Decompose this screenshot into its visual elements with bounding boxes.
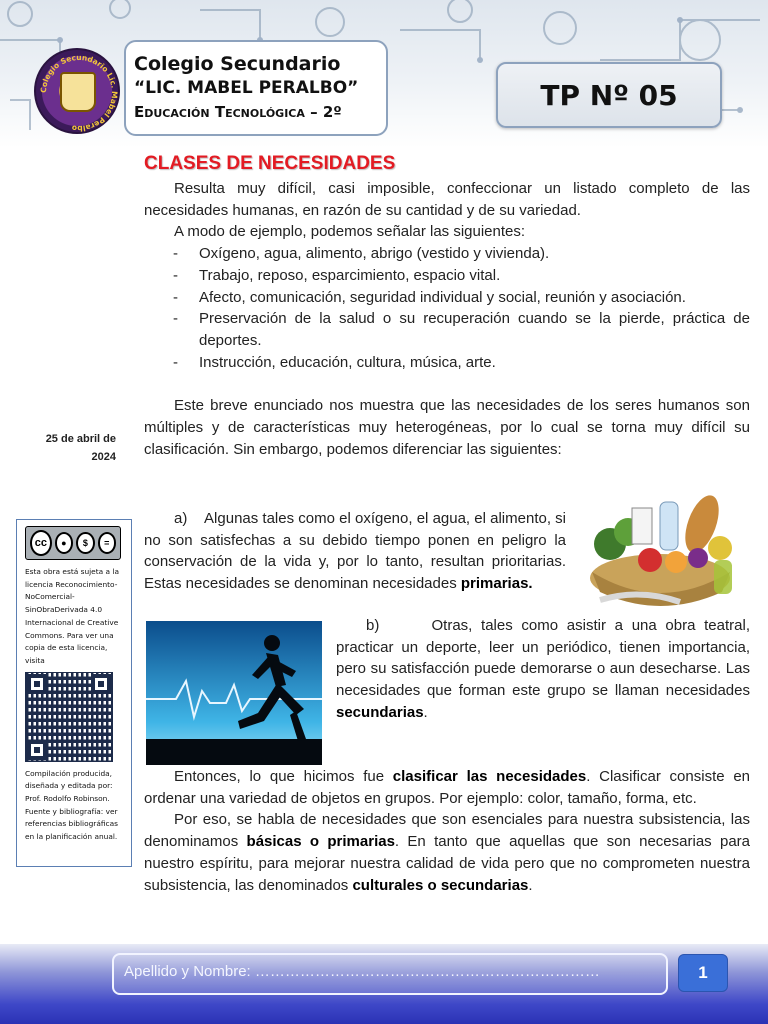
list-item: - Oxígeno, agua, alimento, abrigo (vestido y vivienda). (173, 243, 750, 265)
keyword-secundarias: secundarias (336, 703, 424, 721)
school-subtitle: “LIC. MABEL PERALBO” (134, 78, 359, 98)
student-name-field[interactable]: Apellido y Nombre: …………………………………………………………… (112, 953, 668, 995)
license-box (16, 519, 132, 867)
classification-paragraph: Este breve enunciado nos muestra que las necesidades de los seres humanos son múltiples y de características muy heterogéneas, por lo cual se torna muy difícil su clasificación. Sin embargo, podemos diferenciar las siguientes: (144, 397, 750, 458)
main-content (144, 150, 750, 460)
paragraph-classify: Entonces, lo que hicimos fue clasificar las necesidades. Clasificar consiste en ordenar una variedad de objetos en grupos. Por ejemplo: color, tamaño, forma, etc. (144, 768, 750, 807)
school-name: Colegio Secundario (134, 53, 341, 75)
license-text: Esta obra está sujeta a la licencia Reconocimiento-NoComercial-SinObraDerivada 4.0 Internacional de Creative Commons. Para ver una copia de esta licencia, visita (25, 567, 119, 665)
list-item: - Instrucción, educación, cultura, música, arte. (173, 352, 750, 374)
example-lead: A modo de ejemplo, podemos señalar las siguientes: (174, 223, 526, 241)
keyword-clasificar: clasificar las necesidades (392, 768, 587, 785)
svg-text:Colegio Secundario Lic. Mabel: Colegio Secundario Lic. Mabel Peralbo (38, 52, 120, 134)
qr-code-icon[interactable] (25, 672, 113, 762)
creative-commons-badge-icon (25, 526, 121, 560)
tp-title: TP Nº 05 (540, 78, 678, 112)
page-header (0, 0, 768, 148)
paragraph-a-text: a) Algunas tales como el oxígeno, el agua, el alimento, si no son satisfechas a su debido tiempo ponen en peligro la conservación de la vida y, por lo tanto, resultan prioritarias. Estas necesidades se denominan necesidades (144, 510, 566, 593)
page-number: 1 (678, 954, 728, 992)
paragraph-b: b) Otras, tales como asistir a una obra teatral, practicar un deporte, leer un periódico, tienen importancia, pero su satisfacción puede demorarse o aun desecharse. Las necesidades que forman este grupo se llaman necesidades secundarias. (336, 617, 750, 721)
paragraph-b-text: b) Otras, tales como asistir a una obra teatral, practicar un deporte, leer un periódico, tienen importancia, pero su satisfacción puede demorarse o aun desecharse. Las necesidades que forman este grupo se llaman necesidades (336, 617, 750, 700)
paragraph-a (144, 508, 566, 595)
school-info-box (124, 40, 388, 136)
intro-paragraph: Resulta muy difícil, casi imposible, confeccionar un listado completo de las necesidades humanas, en razón de su cantidad y de su variedad. (144, 180, 750, 219)
school-logo (34, 48, 120, 134)
cc-icon: cc (30, 530, 52, 556)
conclusion-section (144, 766, 750, 896)
nc-icon: $ (76, 532, 94, 554)
keyword-basicas: básicas o primarias (246, 833, 395, 851)
food-basket-image (580, 488, 750, 614)
subject-area: Educación Tecnológica – 2º (134, 103, 342, 121)
list-item: - Afecto, comunicación, seguridad individual y social, reunión y asociación. (173, 287, 750, 309)
keyword-primarias: primarias. (460, 575, 533, 593)
runner-image (146, 621, 322, 765)
paragraph-basic-cultural: Por eso, se habla de necesidades que son esenciales para nuestra subsistencia, las denominamos básicas o primarias. En tanto que aquellas que son necesarias para nuestro espíritu, para mejorar nuestra calidad de vida pero que no comprometen nuestra subsistencia, las denominados culturales o secundarias. (144, 811, 750, 894)
tp-label-box (496, 62, 722, 128)
credits-text: Compilación producida, diseñada y editada por: Prof. Rodolfo Robinson. Fuente y bibliografía: ver referencias bibliográficas en la planificación anual. (25, 768, 118, 842)
list-item: - Trabajo, reposo, esparcimiento, espacio vital. (173, 265, 750, 287)
needs-list (173, 243, 750, 373)
date-label: 25 de abril de 2024 (45, 433, 116, 463)
by-icon: ● (55, 532, 73, 554)
list-item: - Preservación de la salud o su recuperación cuando se la pierde, práctica de deportes. (173, 308, 750, 351)
section-title: CLASES DE NECESIDADES (144, 153, 396, 174)
logo-shield-icon (60, 72, 96, 112)
nd-icon: = (98, 532, 116, 554)
keyword-culturales: culturales o secundarias (352, 876, 529, 894)
